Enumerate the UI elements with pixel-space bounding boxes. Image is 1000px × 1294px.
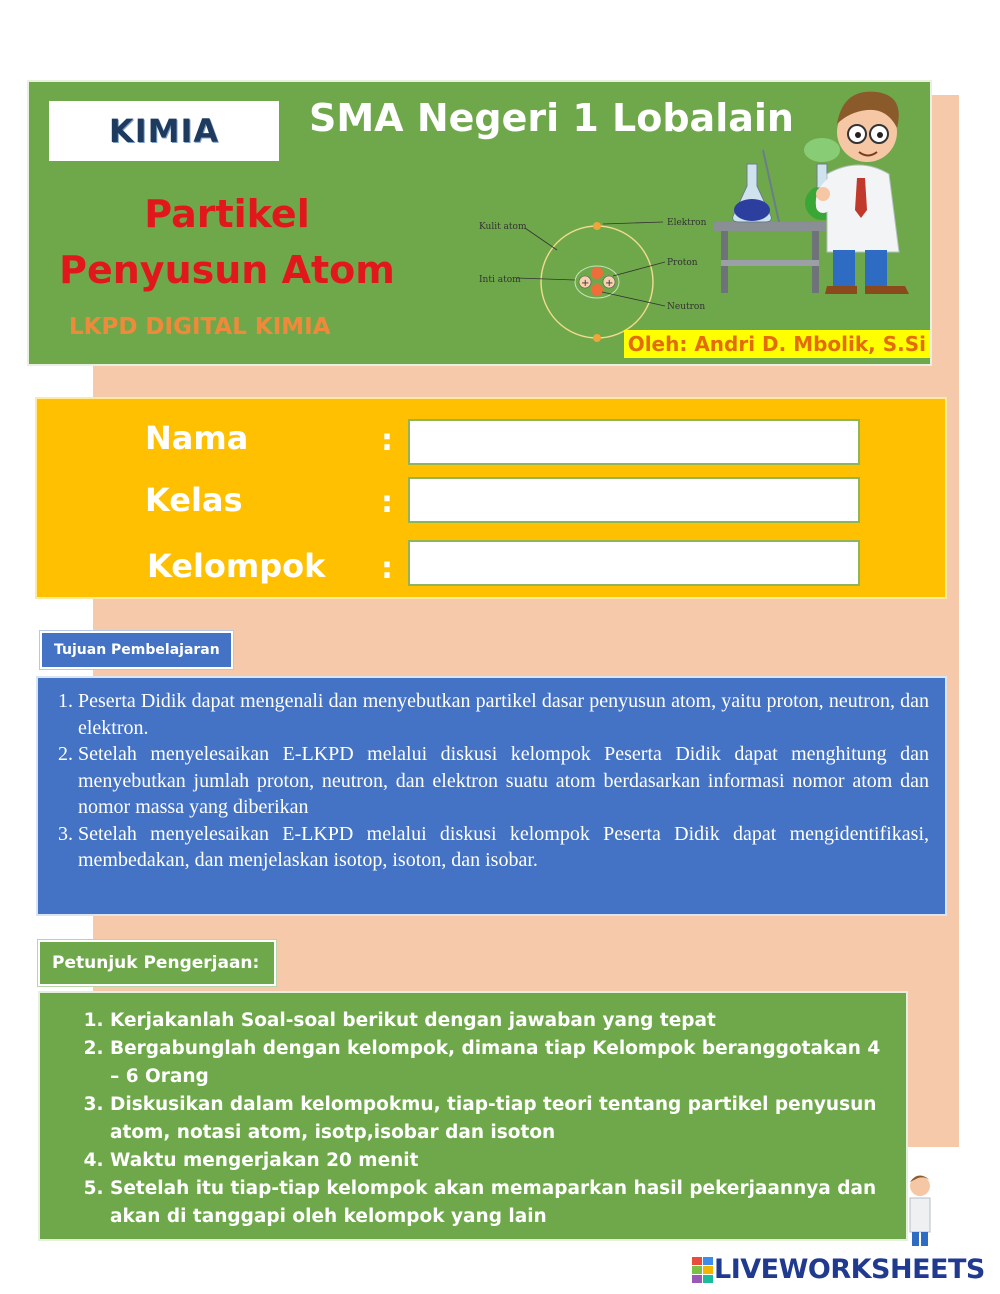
subject-badge xyxy=(49,101,279,161)
kelas-colon: : xyxy=(381,485,393,520)
label-kulit-atom: Kulit atom xyxy=(479,222,527,232)
svg-text:+: + xyxy=(581,278,590,289)
liveworksheets-icon xyxy=(692,1257,714,1283)
instructions-list xyxy=(70,1007,886,1231)
school-name: SMA Negeri 1 Lobalain xyxy=(309,96,794,140)
label-elektron: Elektron xyxy=(667,218,707,228)
instructions-panel xyxy=(38,991,908,1241)
label-inti-atom: Inti atom xyxy=(479,275,521,285)
objective-item: 3. Setelah menyelesaikan E-LKPD melalui diskusi kelompok Peserta Didik dapat mengidentifikasi, membedakan, dan menjelaskan isotop, isoton, dan isobar. xyxy=(78,821,929,874)
instruction-item: 2. Bergabunglah dengan kelompok, dimana tiap Kelompok beranggotakan 4 – 6 Orang xyxy=(110,1035,886,1091)
objective-item: 1. Peserta Didik dapat mengenali dan menyebutkan partikel dasar penyusun atom, yaitu proton, neutron, dan elektron. xyxy=(78,688,929,741)
author-credit: Oleh: Andri D. Mbolik, S.Si xyxy=(624,330,930,358)
worksheet-subtitle: LKPD DIGITAL KIMIA xyxy=(69,314,331,340)
nama-label: Nama xyxy=(145,419,249,457)
liveworksheets-wordmark: LIVEWORKSHEETS xyxy=(714,1254,985,1285)
instruction-item: 5. Setelah itu tiap-tiap kelompok akan memaparkan hasil pekerjaannya dan akan di tanggapi oleh kelompok yang lain xyxy=(110,1175,886,1231)
electron-top-icon xyxy=(593,222,601,230)
small-scientist-icon xyxy=(900,1170,940,1250)
objectives-panel xyxy=(36,676,947,916)
nama-colon: : xyxy=(381,423,393,458)
kelompok-label: Kelompok xyxy=(147,547,326,585)
instruction-item: 4. Waktu mengerjakan 20 menit xyxy=(110,1147,886,1175)
liveworksheets-logo[interactable] xyxy=(692,1254,985,1285)
subject-label: KIMIA xyxy=(108,112,220,150)
objectives-list xyxy=(48,688,929,874)
page-title xyxy=(49,186,405,298)
svg-text:+: + xyxy=(605,278,614,289)
electron-bottom-icon xyxy=(593,334,601,342)
kelas-label: Kelas xyxy=(145,481,243,519)
label-proton: Proton xyxy=(667,258,698,268)
kelas-input[interactable] xyxy=(408,477,860,523)
instructions-heading: Petunjuk Pengerjaan: xyxy=(38,940,276,986)
scientist-illustration xyxy=(709,82,934,297)
nama-input[interactable] xyxy=(408,419,860,465)
kelompok-input[interactable] xyxy=(408,540,860,586)
title-line-1: Partikel xyxy=(144,192,310,236)
objective-item: 2. Setelah menyelesaikan E-LKPD melalui diskusi kelompok Peserta Didik dapat menghitung dan menyebutkan jumlah proton, neutron, dan elektron suatu atom berdasarkan informasi nomor atom dan nomor massa yang diberikan xyxy=(78,741,929,821)
objectives-heading: Tujuan Pembelajaran xyxy=(40,631,233,669)
instruction-item: 3. Diskusikan dalam kelompokmu, tiap-tiap teori tentang partikel penyusun atom, notasi atom, isotp,isobar dan isoton xyxy=(110,1091,886,1147)
student-identity-form xyxy=(35,397,947,599)
header-banner xyxy=(27,80,932,366)
title-line-2: Penyusun Atom xyxy=(59,248,395,292)
label-neutron: Neutron xyxy=(667,302,706,312)
instruction-item: 1. Kerjakanlah Soal-soal berikut dengan jawaban yang tepat xyxy=(110,1007,886,1035)
atom-diagram xyxy=(447,210,717,350)
kelompok-colon: : xyxy=(381,551,393,586)
